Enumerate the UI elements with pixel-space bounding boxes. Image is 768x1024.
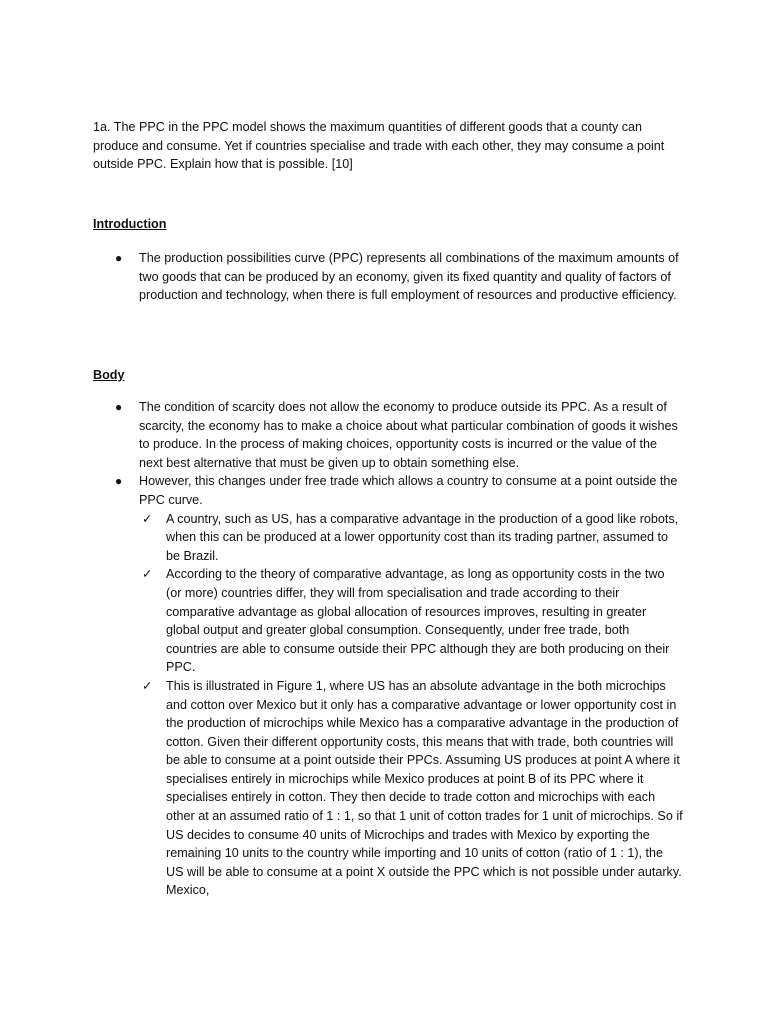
body-bullet <box>93 472 683 900</box>
bullet-icon: ● <box>115 474 123 489</box>
body-heading: Body <box>93 368 125 382</box>
introduction-heading: Introduction <box>93 217 167 231</box>
check-text: This is illustrated in Figure 1, where US has an absolute advantage in the both microchips and cotton over Mexico but it only has a comparative advantage or lower opportunity cost in the production of microchips while Mexico has a comparative advantage in the production of cotton. Given their different opportunity costs, this means that with trade, both countries will be able to consume at a point outside their PPCs. Assuming US produces at point A where it specialises entirely in microchips while Mexico produces at point B of its PPC where it specialises entirely in cotton. They then decide to trade cotton and microchips with each other at an assumed ratio of 1 : 1, so that 1 unit of cotton trades for 1 unit of microchips. So if US decides to consume 40 units of Microchips and trades with Mexico by exporting the remaining 10 units to the country while importing and 10 units of cotton (ratio of 1 : 1), the US will be able to consume at a point X outside the PPC which is not possible under autarky. Mexico, <box>166 678 683 898</box>
bullet-icon: ● <box>115 251 123 265</box>
check-text: According to the theory of comparative advantage, as long as opportunity costs in the two (or more) countries differ, they will from specialisation and trade according to their comparative advantage as global allocation of resources improves, resulting in greater global output and greater global consumption. Consequently, under free trade, both countries are able to consume outside their PPC although they are both producing on their PPC. <box>166 567 670 675</box>
body-list <box>93 398 683 900</box>
bullet-text: The condition of scarcity does not allow the economy to produce outside its PPC. As a result of scarcity, the economy has to make a choice about what particular combination of goods it wishes to produce. In the process of making choices, opportunity costs is incurred or the value of the next best alternative that must be given up to obtain something else. <box>139 400 678 470</box>
check-item <box>139 510 683 566</box>
bullet-icon: ● <box>115 400 123 414</box>
body-bullet <box>93 398 683 472</box>
bullet-text: However, this changes under free trade which allows a country to consume at a point outside the PPC curve. <box>139 474 678 507</box>
check-text: A country, such as US, has a comparative advantage in the production of a good like robots, when this can be produced at a lower opportunity cost than its trading partner, assumed to be Brazil. <box>166 511 679 563</box>
checkmark-icon: ✓ <box>142 511 153 526</box>
check-item <box>139 677 683 900</box>
check-item <box>139 565 683 677</box>
check-list <box>139 510 683 900</box>
introduction-bullet <box>93 249 683 305</box>
introduction-list <box>93 249 683 305</box>
checkmark-icon: ✓ <box>142 567 153 582</box>
question-text: 1a. The PPC in the PPC model shows the maximum quantities of different goods that a county can produce and consume. Yet if countries specialise and trade with each other, they may consume a point outside PPC. Explain how that is possible. [10] <box>93 120 665 172</box>
checkmark-icon: ✓ <box>142 678 153 693</box>
bullet-text: The production possibilities curve (PPC) represents all combinations of the maximum amounts of two goods that can be produced by an economy, given its fixed quantity and quality of factors of production and technology, when there is full employment of resources and productive efficiency. <box>139 251 679 303</box>
